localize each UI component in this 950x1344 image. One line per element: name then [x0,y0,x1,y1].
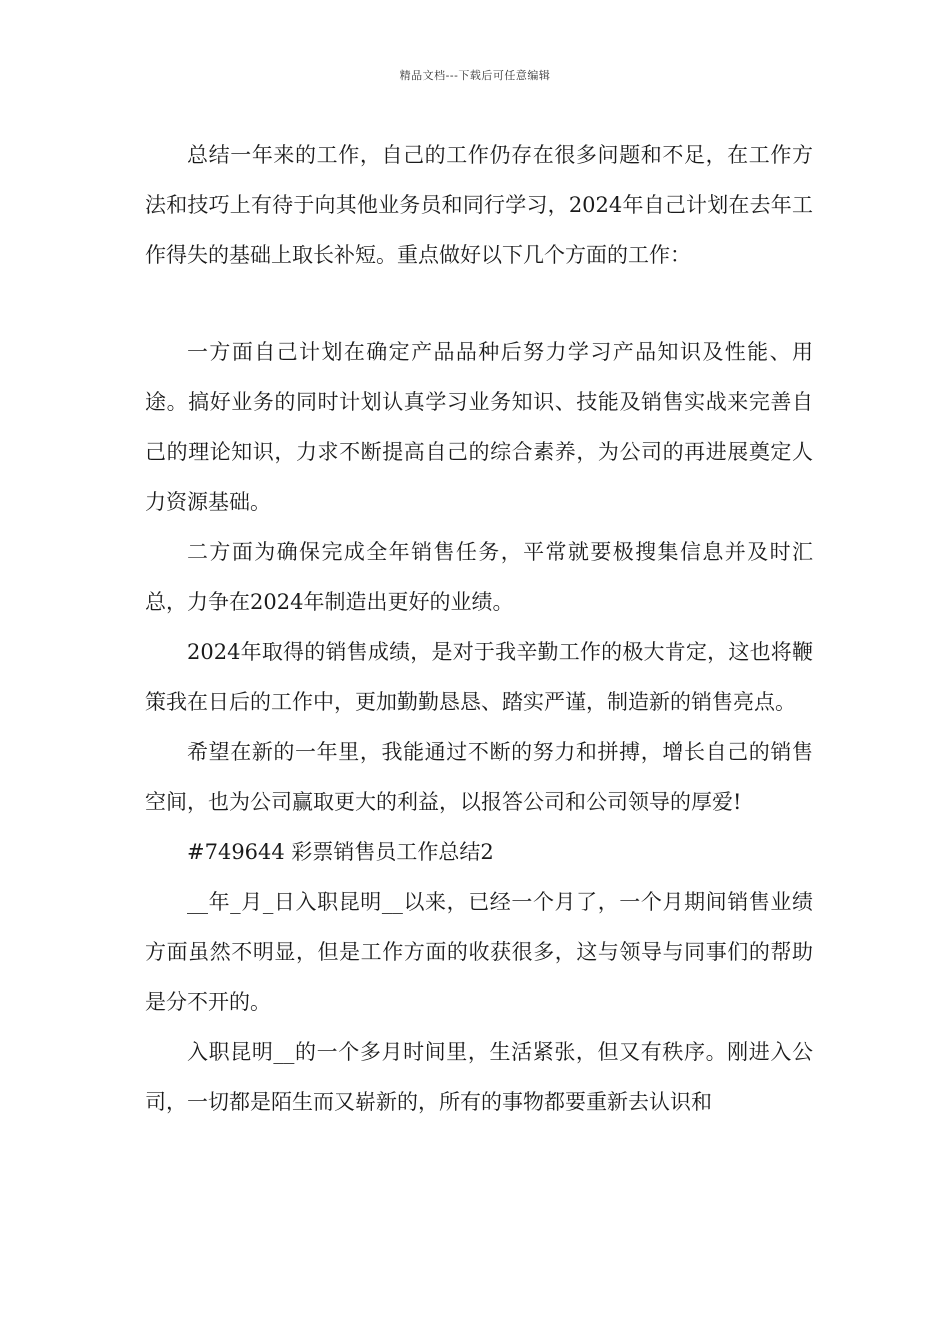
paragraph-achievement: 2024年取得的销售成绩，是对于我辛勤工作的极大肯定，这也将鞭策我在日后的工作中，更加勤勤恳恳、踏实严谨，制造新的销售亮点。 [145,640,813,714]
paragraph-hope: 希望在新的一年里，我能通过不断的努力和拼搏，增长自己的销售空间，也为公司赢取更大的利益，以报答公司和公司领导的厚爱! [145,740,813,814]
paragraph-summary-intro: 总结一年来的工作，自己的工作仍存在很多问题和不足，在工作方法和技巧上有待于向其他业务员和同行学习，2024年自己计划在去年工作得失的基础上取长补短。重点做好以下几个方面的工作： [145,143,813,267]
paragraph-first-aspect: 一方面自己计划在确定产品品种后努力学习产品知识及性能、用途。搞好业务的同时计划认真学习业务知识、技能及销售实战来完善自己的理论知识，力求不断提高自己的综合素养，为公司的再进展奠定人力资源基础。 [145,340,813,514]
paragraph-onboarding: __年_月_日入职昆明__以来，已经一个月了，一个月期间销售业绩方面虽然不明显，但是工作方面的收获很多，这与领导与同事们的帮助是分不开的。 [145,890,813,1014]
document-body [145,130,813,1127]
paragraph-first-month: 入职昆明__的一个多月时间里，生活紧张，但又有秩序。刚进入公司，一切都是陌生而又崭新的，所有的事物都要重新去认识和 [145,1040,813,1114]
document-header-note: 精品文档---下载后可任意编辑 [399,69,551,82]
paragraph-second-aspect: 二方面为确保完成全年销售任务，平常就要极搜集信息并及时汇总，力争在2024年制造出更好的业绩。 [145,540,813,614]
section-heading-summary-2: #749644 彩票销售员工作总结2 [187,840,494,864]
